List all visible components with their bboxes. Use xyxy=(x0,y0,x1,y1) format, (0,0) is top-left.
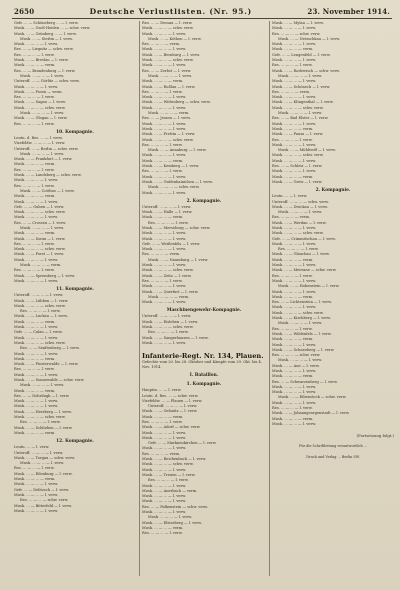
list-entry: Musk. ... — ... — l. verw. xyxy=(278,73,323,78)
continuation-note: (Fortsetzung folgt.) xyxy=(356,433,394,439)
regiment-subheading: Gefechte vom 20. bis 28. Oktober und Kämpfe vom 29. Okt. bis 4. Nov. 1914. xyxy=(142,360,262,370)
col3-list-b xyxy=(272,194,394,427)
list-entry: Musk. ... — ... — l. verw. xyxy=(142,510,187,515)
list-entry: Musk. ... — ... — schw. verw. xyxy=(14,303,66,308)
list-entry: Res. ... — Bad Elster — l. verw. xyxy=(272,116,329,121)
list-entry: Res. ... — ... — l. verw. xyxy=(20,309,61,314)
list-entry: Musk. ... — ... — verm. xyxy=(148,294,190,299)
list-entry: Res. ... — ... — l. verw. xyxy=(148,330,189,335)
list-entry: Musk. ... — ... — schw. verw. xyxy=(272,105,324,110)
list-entry: Musk. ... — ... — verm. xyxy=(142,525,184,530)
list-entry: Musk. ... — Bernburg — l. verw. xyxy=(142,52,201,57)
list-entry: Musk. ... — Glauchau — l. verw. xyxy=(272,252,330,257)
list-entry: Musk. ... — Adorf — schw. verw. xyxy=(142,425,201,430)
list-entry: Musk. ... — ... — schw. verw. xyxy=(142,462,194,467)
list-entry: Musk. ... — ... — schw. verw. xyxy=(14,415,66,420)
list-entry: Musk. ... — ... — l. verw. xyxy=(272,142,317,147)
list-entry: Gefr. ... — Schöneberg ... — l. verw. xyxy=(14,21,79,25)
list-entry: Musk. ... — Meerane — schw. verw. xyxy=(272,268,337,273)
section-heading: 10. Kompagnie. xyxy=(56,129,94,135)
list-entry: Musk. ... — ... — l. verw. xyxy=(20,461,65,466)
list-entry: Musk. ... — ... — l. verw. xyxy=(272,158,317,163)
list-entry: Musk. ... — Köthen — l. verw. xyxy=(148,36,202,41)
list-entry: Musk. ... — Mühltroff — l. verw. xyxy=(278,148,336,153)
list-entry: Musk. ... — ... — verm. xyxy=(14,231,56,236)
list-entry: Musk. ... — ... — l. verw. xyxy=(14,178,59,183)
list-entry: Musk. ... — ... — l. verw. xyxy=(272,42,317,47)
col1-list-a xyxy=(14,21,136,127)
list-entry: Musk. ... — Stettin — l. verw. xyxy=(20,36,73,41)
list-entry: Musk. ... — Werdau — l. verw. xyxy=(272,220,327,225)
list-entry: Musk. ... — Breslau — l. verw. xyxy=(14,58,69,63)
page-number: 2650 xyxy=(14,6,35,16)
column-3 xyxy=(272,21,394,576)
list-entry: Musk. ... — ... — l. verw. xyxy=(14,508,59,513)
list-entry: Musk. ... — ... — l. verw. xyxy=(272,241,317,246)
list-entry: Musk. ... — ... — schw. verw. xyxy=(272,153,324,158)
imprint-line: Für die Schriftleitung verantwortlich ... xyxy=(298,444,368,449)
list-entry: Res. ... — ... — schw. verw. xyxy=(272,353,321,358)
list-entry: Musk. ... — Torgau — schw. verw. xyxy=(14,455,76,460)
list-entry: Musk. ... — ... — schw. verw. xyxy=(142,325,194,330)
list-entry: Gefr. ... — Guben — l. verw. xyxy=(14,204,65,209)
list-entry: Musk. ... — Wildenfels — l. verw. xyxy=(272,331,332,336)
list-entry: Musk. ... — Sorau — l. verw. xyxy=(14,236,66,241)
list-entry: Musk. ... — Netzschkau — l. verw. xyxy=(278,36,341,41)
list-entry: Musk. ... — Eibenstock — schw. verw. xyxy=(278,395,347,400)
list-entry: Musk. ... — ... — l. verw. xyxy=(142,340,187,345)
list-entry: Musk. ... — ... — verm. xyxy=(272,47,314,52)
column-1 xyxy=(14,21,136,576)
list-entry: Res. ... — ... — l. verw. xyxy=(148,478,189,483)
list-entry: Musk. ... — ... — schw. verw. xyxy=(148,185,200,190)
list-entry: Musk. ... — ... — verm. xyxy=(272,294,314,299)
list-entry: Musk. ... — Cottbus — l. verw. xyxy=(20,188,75,193)
list-entry: Res. ... — ... — verm. xyxy=(142,451,180,456)
list-entry: Musk. ... — ... — l. verw. xyxy=(14,199,59,204)
list-entry: Musk. ... — Elsterberg — l. verw. xyxy=(142,520,202,525)
list-entry: Musk. ... — ... — l. verw. xyxy=(142,236,187,241)
list-entry: Musk. ... — ... — l. verw. xyxy=(14,399,59,404)
list-entry: Musk. ... — ... — l. verw. xyxy=(142,121,187,126)
list-entry: Gefr. ... — Markneukirchen — l. verw. xyxy=(148,441,217,446)
list-entry: Musk. ... — ... — l. verw. xyxy=(20,383,65,388)
list-entry: Musk. ... — ... — verm. xyxy=(142,215,184,220)
list-entry: Musk. ... — ... — l. verw. xyxy=(272,384,317,389)
list-entry: Musk. ... — ... — verm. xyxy=(272,337,314,342)
list-entry: Musk. ... — ... — l. verw. xyxy=(272,278,317,283)
page-header xyxy=(14,5,390,17)
list-entry: Unteroff. ... — ... — l. verw. xyxy=(14,450,64,455)
list-entry: Res. ... — ... — l. verw. xyxy=(142,169,183,174)
list-entry: Musk. ... — ... — l. verw. xyxy=(142,467,187,472)
list-entry: Musk. ... — ... — l. verw. xyxy=(142,483,187,488)
list-entry: Unteroff. ... — Görlitz — schw. verw. xyxy=(14,79,80,84)
list-entry: Res. ... — ... — verm. xyxy=(142,42,180,47)
list-entry: Res. ... — ... — l. verw. xyxy=(14,466,55,471)
list-entry: Musk. ... — ... — verm. xyxy=(14,356,56,361)
list-entry: Leutn. d. Res. ... — schw. verw. xyxy=(142,393,199,398)
list-entry: Unteroff. ... — Berlin — schw. verw. xyxy=(14,146,79,151)
list-entry: Musk. ... — ... — l. verw. xyxy=(14,404,59,409)
list-entry: Musk. ... — ... — schw. verw. xyxy=(14,340,66,345)
list-entry: Musk. ... — Sangerhausen — l. verw. xyxy=(142,335,209,340)
list-entry: Musk. ... — ... — l. verw. xyxy=(142,47,187,52)
list-entry: Musk. ... — ... — l. verw. xyxy=(14,278,59,283)
list-entry: Musk. ... — Groß-Heiden ... — schw. verw. xyxy=(14,26,91,31)
list-entry: Musk. ... — ... — l. verw. xyxy=(142,105,187,110)
list-entry: Musk. ... — ... — l. verw. xyxy=(14,351,59,356)
list-entry: Musk. ... — Schlieben — l. verw. xyxy=(14,425,73,430)
list-entry: Musk. ... — ... — schw. verw. xyxy=(142,26,194,31)
list-entry: Res. ... — ... — verm. xyxy=(272,89,310,94)
section-heading: 2. Kompagnie. xyxy=(315,188,351,194)
list-entry: Res. ... — Brandenburg — l. verw. xyxy=(14,68,76,73)
list-entry: Musk. ... — Schneeberg — l. verw. xyxy=(272,347,335,352)
column-2 xyxy=(142,21,266,576)
list-entry: Musk. ... — ... — l. verw. xyxy=(272,26,317,31)
list-entry: Musk. ... — ... — l. verw. xyxy=(142,95,187,100)
list-entry: Musk. ... — ... — schw. verw. xyxy=(14,210,66,215)
list-entry: Musk. ... — ... — l. verw. xyxy=(142,446,187,451)
list-entry: Musk. ... — ... — verm. xyxy=(14,430,56,435)
list-entry: Gefr. ... — Calau — l. verw. xyxy=(14,330,63,335)
list-entry: Unteroff. ... — ... — l. verw. xyxy=(142,204,192,209)
list-entry: Musk. ... — ... — l. verw. xyxy=(142,153,187,158)
list-entry: Musk. ... — ... — verm. xyxy=(14,194,56,199)
list-entry: Musk. ... — ... — schw. verw. xyxy=(272,310,324,315)
list-entry: Musk. ... — ... — verm. xyxy=(142,158,184,163)
list-entry: Res. ... — Liegnitz — schw. verw. xyxy=(14,47,74,52)
list-entry: Musk. ... — ... — verm. xyxy=(142,79,184,84)
list-entry: Res. ... — ... — l. verw. xyxy=(272,326,313,331)
list-entry: Musk. ... — Mylau — l. verw. xyxy=(272,21,324,25)
list-entry: Res. ... — Schwarzenberg — l. verw. xyxy=(272,379,338,384)
list-entry: Musk. ... — ... — schw. verw. xyxy=(14,105,66,110)
list-entry: Res. ... — Crossen — l. verw. xyxy=(14,220,67,225)
col1-list-c xyxy=(14,293,136,436)
list-entry: Res. ... — Senftenberg — l. verw. xyxy=(20,346,80,351)
list-entry: Musk. ... — ... — l. verw. xyxy=(142,174,187,179)
list-entry: Musk. ... — ... — l. verw. xyxy=(142,263,187,268)
header-rule xyxy=(12,18,392,19)
list-entry: Musk. ... — ... — l. verw. xyxy=(272,58,317,63)
list-entry: Vizefeldw. ... — ... — l. verw. xyxy=(14,141,66,146)
list-entry: Musk. ... — Merseburg — schw. verw. xyxy=(142,225,211,230)
list-entry: Musk. ... — ... — l. verw. xyxy=(142,494,187,499)
list-entry: Leutn. ... — l. verw. xyxy=(14,445,50,450)
list-entry: Musk. ... — Pausa — l. verw. xyxy=(272,132,324,137)
list-entry: Unteroff. ... — ... — l. verw. xyxy=(148,404,198,409)
list-entry: Musk. ... — Schöneck — l. verw. xyxy=(272,84,331,89)
list-entry: Hauptm. ... — l. verw. xyxy=(142,388,182,393)
list-entry: Res. ... — ... — l. verw. xyxy=(14,52,55,57)
list-entry: Musk. ... — ... — l. verw. xyxy=(14,492,59,497)
list-entry: Musk. ... — ... — verm. xyxy=(14,388,56,393)
list-entry: Musk. ... — Eilenburg — l. verw. xyxy=(14,471,73,476)
list-entry: Musk. ... — ... — l. verw. xyxy=(272,305,317,310)
list-entry: Musk. ... — Naumburg — l. verw. xyxy=(148,257,209,262)
list-entry: Musk. ... — Roßlau — l. verw. xyxy=(142,84,196,89)
list-entry: Musk. ... — Sagan — l. verw. xyxy=(14,100,66,105)
section-heading: 12. Kompagnie. xyxy=(56,439,94,445)
list-entry: Musk. ... — ... — l. verw. xyxy=(20,151,65,156)
list-entry: Res. ... — ... — l. verw. xyxy=(14,167,55,172)
list-entry: Res. ... — ... — l. verw. xyxy=(142,420,183,424)
list-entry: Gefr. ... — Lengenfeld — l. verw. xyxy=(272,52,331,57)
list-entry: Vizefeldw. ... — Plauen — l. verw. xyxy=(142,398,203,403)
list-entry: Musk. ... — Gräfenhainichen — l. verw. xyxy=(142,179,213,184)
list-entry: Musk. ... — Zwickau — l. verw. xyxy=(272,204,328,209)
page-title: Deutsche Verlustlisten. (Nr. 95.) xyxy=(89,6,253,16)
list-entry: Res. ... — ... — l. verw. xyxy=(142,531,183,536)
col2-list-b xyxy=(142,205,266,306)
list-entry: Musk. ... — Hohenstein — l. verw. xyxy=(278,284,340,289)
list-entry: Musk. ... — Prettin — l. verw. xyxy=(142,132,196,137)
list-entry: Res. ... — ... — l. verw. xyxy=(14,121,55,126)
list-entry: Musk. ... — ... — l. verw. xyxy=(272,342,317,347)
list-entry: Musk. ... — Halle — l. verw. xyxy=(142,210,193,215)
list-entry: Musk. ... — ... — l. verw. xyxy=(142,231,187,236)
list-entry: Musk. ... — ... — schw. verw. xyxy=(272,231,324,236)
list-entry: Musk. ... — Sonnewalde — schw. verw. xyxy=(14,378,85,382)
section-heading: 11. Kompagnie. xyxy=(56,287,94,293)
list-entry: Musk. ... — ... — l. verw. xyxy=(272,390,317,395)
list-entry: Musk. ... — ... — l. verw. xyxy=(272,79,317,84)
list-entry: Res. ... — Falkenstein — schw. verw. xyxy=(142,504,208,509)
list-entry: Musk. ... — ... — l. verw. xyxy=(142,435,187,440)
list-entry: Musk. ... — ... — verm. xyxy=(272,174,314,179)
list-entry: Musk. ... — ... — schw. verw. xyxy=(142,58,194,63)
list-entry: Res. ... — ... — l. verw. xyxy=(14,183,55,188)
column-divider xyxy=(269,21,270,576)
list-entry: Musk. ... — ... — verm. xyxy=(272,257,314,262)
list-entry: Res. ... — ... — l. verw. xyxy=(142,278,183,283)
page-date: 23. November 1914. xyxy=(307,6,390,16)
list-entry: Musk. ... — ... — l. verw. xyxy=(272,225,317,230)
list-entry: Musk. ... — ... — l. verw. xyxy=(278,321,323,326)
list-entry: Musk. ... — ... — l. verw. xyxy=(272,369,317,373)
list-entry: Musk. ... — ... — l. verw. xyxy=(278,111,323,116)
list-entry: Musk. ... — ... — schw. verw. xyxy=(142,268,194,273)
list-entry: Musk. ... — Frankfurt — l. verw. xyxy=(14,157,73,162)
list-entry: Musk. ... — ... — l. verw. xyxy=(20,225,65,230)
section-heading: I. Bataillon. xyxy=(189,373,219,379)
col2-list-c xyxy=(142,314,266,346)
list-entry: Musk. ... — ... — l. verw. xyxy=(272,400,317,405)
list-entry: Res. ... — Dessau — l. verw. xyxy=(142,21,193,25)
list-entry: Musk. ... — ... — verm. xyxy=(272,374,314,379)
list-entry: Musk. ... — Aue — l. verw. xyxy=(272,363,320,368)
list-entry: Musk. ... — ... — verm. xyxy=(148,111,190,116)
list-entry: Musk. ... — Herzberg — l. verw. xyxy=(14,409,72,414)
list-entry: Musk. ... — ... — verm. xyxy=(272,416,314,421)
list-entry: Musk. ... — ... — l. verw. xyxy=(14,84,59,89)
list-entry: Res. ... — ... — l. verw. xyxy=(20,420,61,425)
list-entry: Res. ... — Schleiz — l. verw. xyxy=(272,164,323,169)
list-entry: Musk. ... — ... — verm. xyxy=(14,162,56,167)
list-entry: Musk. ... — Kemberg — l. verw. xyxy=(142,164,200,169)
list-entry: Musk. ... — ... — l. verw. xyxy=(142,63,187,68)
list-entry: Musk. ... — Klingenthal — l. verw. xyxy=(272,100,334,105)
list-entry: Musk. ... — ... — l. verw. xyxy=(148,73,193,78)
list-entry: Musk. ... — ... — l. verw. xyxy=(142,430,187,435)
list-entry: Musk. ... — Auerbach — verm. xyxy=(142,488,198,493)
list-entry: Musk. ... — Treuen — l. verw. xyxy=(142,472,196,477)
list-entry: Musk. ... — ... — l. verw. xyxy=(14,257,59,262)
list-entry: Musk. ... — ... — schw. verw. xyxy=(14,247,66,252)
section-heading: 2. Kompagnie. xyxy=(186,198,222,204)
list-entry: Res. ... — ... — l. verw. xyxy=(14,268,55,273)
imprint-line: Druck und Verlag ... Berlin SW. xyxy=(306,455,360,460)
list-entry: Gefr. ... — Crimmitschau — l. verw. xyxy=(272,236,336,241)
list-entry: Res. ... — ... — l. verw. xyxy=(278,247,319,252)
list-entry: Res. ... — Jessen — l. verw. xyxy=(142,116,191,121)
col1-list-d xyxy=(14,445,136,514)
list-entry: Musk. ... — ... — l. verw. xyxy=(142,499,187,504)
list-entry: Musk. ... — ... — l. verw. xyxy=(14,325,59,330)
list-entry: Musk. ... — ... — verm. xyxy=(14,319,56,324)
list-entry: Musk. ... — Landsberg — schw. verw. xyxy=(14,173,82,178)
list-entry: Musk. ... — ... — l. verw. xyxy=(272,121,317,126)
list-entry: Musk. ... — ... — l. verw. xyxy=(278,210,323,215)
list-entry: Musk. ... — Forst — l. verw. xyxy=(14,252,65,257)
list-entry: Leutn. d. Res. ... — l. verw. xyxy=(14,135,63,140)
col1-list-b xyxy=(14,136,136,284)
list-entry: Musk. ... — ... — l. verw. xyxy=(272,95,317,100)
list-entry: Musk. ... — Annaburg — l. verw. xyxy=(148,148,207,153)
list-entry: Musk. ... — ... — l. verw. xyxy=(14,42,59,47)
col3-list-a xyxy=(272,21,394,185)
list-entry: Musk. ... — ... — verm. xyxy=(272,126,314,131)
list-entry: Res. ... — Lichtenstein — l. verw. xyxy=(272,300,332,305)
list-entry: Musk. ... — Luckau — l. verw. xyxy=(14,314,68,319)
list-entry: Musk. ... — ... — l. verw. xyxy=(14,372,59,377)
list-entry: Res. ... — ... — l. verw. xyxy=(148,220,189,225)
list-entry: Musk. ... — Rodewisch — schw. verw. xyxy=(272,68,340,73)
list-entry: Musk. ... — ... — verm. xyxy=(142,414,184,419)
col2-list-d xyxy=(142,388,266,536)
col2-list-a xyxy=(142,21,266,196)
list-entry: Res. ... — ... — l. verw. xyxy=(272,406,313,411)
list-entry: Musk. ... — ... — l. verw. xyxy=(272,289,317,294)
list-entry: Res. ... — ... — l. verw. xyxy=(14,95,55,100)
list-entry: Gefr. ... — Delitzsch — l. verw. xyxy=(14,487,70,492)
list-entry: Musk. ... — Johanngeorgenstadt — l. verw. xyxy=(272,411,350,416)
list-entry: Musk. ... — Bitterfeld — l. verw. xyxy=(14,503,73,508)
list-entry: Musk. ... — ... — l. verw. xyxy=(278,358,323,363)
list-entry: Musk. ... — Greiz — l. verw. xyxy=(272,179,323,184)
list-entry: Musk. ... — ... — l. verw. xyxy=(20,111,65,116)
list-entry: Unteroff. ... — ... — schw. verw. xyxy=(272,199,329,204)
list-entry: Musk. ... — ... — l. verw. xyxy=(142,300,187,305)
list-entry: Musk. ... — ... — l. verw. xyxy=(142,31,187,36)
list-entry: Res. ... — ... — l. verw. xyxy=(272,63,313,68)
list-entry: Musk. ... — Eisleben — l. verw. xyxy=(142,319,199,324)
list-entry: Musk. ... — ... — l. verw. xyxy=(142,190,187,195)
list-entry: Musk. ... — ... — l. verw. xyxy=(20,73,65,78)
list-entry: Res. ... — ... — schw. verw. xyxy=(20,498,69,503)
list-entry: Res. ... — ... — l. verw. xyxy=(142,89,183,94)
list-entry: Musk. ... — ... — verm. xyxy=(20,263,62,268)
list-entry: Musk. ... — Zeitz — l. verw. xyxy=(142,273,192,278)
section-heading: Maschinengewehr-Kompagnie. xyxy=(166,308,242,314)
list-entry: Leutn. ... — l. verw. xyxy=(272,194,308,199)
list-entry: Res. ... — Zerbst — l. verw. xyxy=(142,68,192,73)
section-heading: 1. Kompagnie. xyxy=(186,382,222,388)
list-entry: Res. ... — ... — l. verw. xyxy=(14,367,55,372)
list-entry: Res. ... — ... — l. verw. xyxy=(272,137,313,142)
regiment-heading: Infanterie-Regt. Nr. 134, Plauen. xyxy=(142,352,264,361)
list-entry: Musk. ... — Reichenbach — l. verw. xyxy=(142,457,207,462)
list-entry: Res. ... — ... — l. verw. xyxy=(142,142,183,147)
list-entry: Musk. ... — ... — l. verw. xyxy=(142,284,187,289)
list-entry: Musk. ... — ... — l. verw. xyxy=(272,263,317,268)
list-entry: Musk. ... — Lübben — l. verw. xyxy=(14,298,69,303)
list-entry: Res. ... — ... — l. verw. xyxy=(14,241,55,246)
list-entry: Musk. ... — ... — l. verw. xyxy=(14,215,59,220)
list-entry: Musk. ... — Glogau — l. verw. xyxy=(14,116,68,121)
list-entry: Musk. ... — Grünberg ... — l. verw. xyxy=(14,31,77,36)
list-entry: Res. ... — ... — verm. xyxy=(272,215,310,220)
list-entry: Res. ... — Dobrilugk — l. verw. xyxy=(14,393,70,398)
list-entry: Musk. ... — ... — l. verw. xyxy=(14,335,59,340)
list-entry: Musk. ... — ... — schw. verw. xyxy=(142,137,194,142)
list-entry: Musk. ... — ... — verm. xyxy=(14,477,56,482)
list-entry: Gefr. ... — Weißenfels — l. verw. xyxy=(142,241,201,246)
list-entry: Unteroff. ... — ... — l. verw. xyxy=(142,314,192,319)
list-entry: Musk. ... — ... — l. verw. xyxy=(272,421,317,426)
list-entry: Musk. ... — Kirchberg — l. verw. xyxy=(272,316,331,321)
list-entry: Musk. ... — Wittenberg — schw. verw. xyxy=(142,100,211,105)
list-entry: Musk. ... — Oelsnitz — l. verw. xyxy=(142,409,198,414)
list-entry: Musk. ... — Finsterwalde — l. verw. xyxy=(14,362,79,367)
list-entry: Musk. ... — ... — verm. xyxy=(14,63,56,68)
list-entry: Musk. ... — Querfurt — l. verw. xyxy=(142,289,199,294)
list-entry: Musk. ... — ... — l. verw. xyxy=(14,482,59,487)
list-entry: Musk. ... — Spremberg — l. verw. xyxy=(14,273,76,278)
list-entry: Res. ... — ... — l. verw. xyxy=(272,273,313,278)
list-entry: Musk. ... — ... — l. verw. xyxy=(272,169,317,174)
list-entry: Res. ... — ... — schw. verw. xyxy=(272,31,321,36)
list-entry: Musk. ... — ... — l. verw. xyxy=(142,247,187,252)
list-entry: Unteroff. ... — ... — l. verw. xyxy=(14,293,64,298)
list-entry: Musk. ... — ... — l. verw. xyxy=(142,126,187,131)
list-entry: Musk. ... — ... — l. verw. xyxy=(148,515,193,520)
list-entry: Musk. ... — Posen — verm. xyxy=(14,89,63,94)
column-divider xyxy=(139,21,140,576)
list-entry: Res. ... — ... — verm. xyxy=(142,252,180,257)
